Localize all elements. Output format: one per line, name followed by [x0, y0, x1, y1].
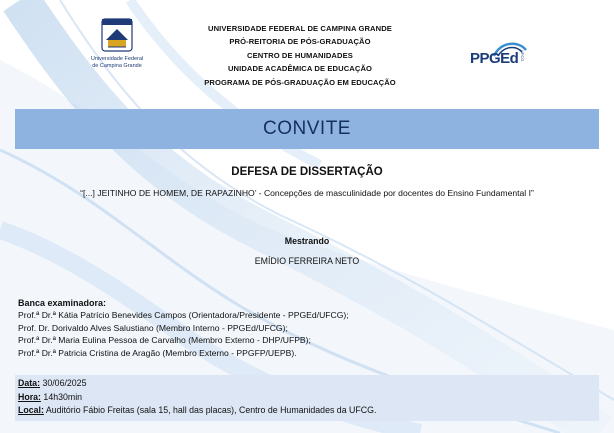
ufcg-caption-line1: Universidade Federal	[90, 56, 144, 62]
place-row	[18, 404, 596, 418]
header-line-university: UNIVERSIDADE FEDERAL DE CAMPINA GRANDE	[208, 24, 392, 33]
date-row	[18, 377, 596, 391]
board-member: Prof. Dr. Dorivaldo Alves Salustiano (Membro Interno - PPGEd/UFCG);	[18, 322, 288, 333]
header-line-unit: UNIDADE ACADÊMICA DE EDUCAÇÃO	[227, 64, 373, 74]
student-name: EMÍDIO FERREIRA NETO	[254, 256, 360, 266]
ppged-logo-word: PPGEd	[470, 50, 519, 67]
ufcg-caption-line2: de Campina Grande	[92, 62, 142, 69]
header-line-center: CENTRO DE HUMANIDADES	[247, 50, 353, 60]
invite-banner	[15, 109, 599, 149]
ppged-logo-tag: UFCG	[520, 50, 525, 62]
board-heading: Banca examinadora:	[18, 298, 107, 308]
ufcg-seal-icon	[100, 18, 134, 54]
ufcg-logo-caption	[86, 56, 148, 69]
header-line-program: PROGRAMA DE PÓS-GRADUAÇÃO EM EDUCAÇÃO	[204, 77, 396, 87]
board-member: Prof.ª Dr.ª Maria Eulina Pessoa de Carvalho (Membro Externo - DHP/UFPB);	[18, 335, 311, 346]
time-row	[18, 391, 596, 405]
banner-title: CONVITE	[263, 118, 351, 139]
event-title: DEFESA DE DISSERTAÇÃO	[231, 166, 383, 178]
role-label: Mestrando	[284, 236, 330, 246]
institution-header	[170, 22, 430, 89]
place-label: Local:	[18, 405, 44, 415]
ppged-logo	[470, 40, 526, 70]
time-label: Hora:	[18, 391, 41, 402]
dissertation-title: “[...] JEITINHO DE HOMEM, DE RAPAZINHO’ - Concepções de masculinidade por docentes do Ensino Fundamental I”	[80, 188, 534, 198]
event-details-box	[15, 375, 599, 421]
place-value: Auditório Fábio Freitas (sala 15, hall das placas), Centro de Humanidades da UFCG.	[43, 405, 377, 415]
date-value: 30/06/2025	[40, 378, 87, 388]
time-value: 14h30min	[40, 391, 83, 402]
ufcg-logo	[86, 18, 148, 78]
header-line-prorectory: PRÓ-REITORIA DE PÓS-GRADUAÇÃO	[229, 37, 371, 47]
board-member: Prof.ª Dr.ª Patricia Cristina de Aragão (Membro Externo - PPGFP/UEPB).	[18, 347, 297, 358]
board-member: Prof.ª Dr.ª Kátia Patrício Benevides Campos (Orientadora/Presidente - PPGEd/UFCG);	[18, 310, 349, 320]
examining-board	[18, 297, 349, 359]
date-label: Data:	[18, 378, 40, 388]
